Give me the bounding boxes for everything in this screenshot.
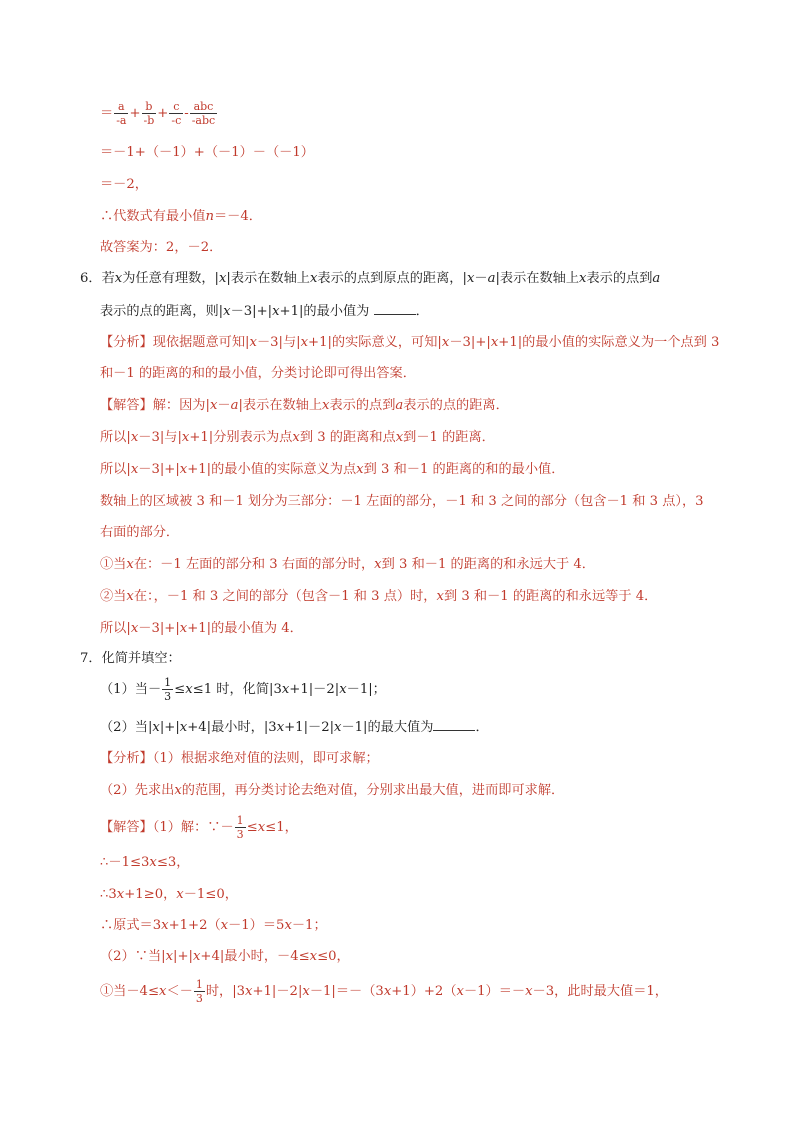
q6-solution-line-5: 右面的部分． <box>100 525 180 540</box>
equation-line-2: ＝－2， <box>100 177 148 192</box>
fraction-one-third: $\frac{1}{3}$ <box>195 978 203 1005</box>
analysis-tag: 【分析】 <box>100 751 153 766</box>
fraction-a: $\frac{a}{-a}$ <box>116 100 127 127</box>
q6-stem-line-2: 表示的点的距离，则|x－3|+|x+1|的最小值为 ． <box>100 300 429 323</box>
equals-sign: ＝ <box>100 106 114 121</box>
analysis-tag: 【分析】 <box>100 335 153 350</box>
solution-tag: 【解答】 <box>100 820 153 835</box>
q6-solution-line-1: 【解答】解：因为|x－a|表示在数轴上x表示的点到a表示的点的距离． <box>100 398 509 413</box>
fraction-one-third: $\frac{1}{3}$ <box>164 676 172 703</box>
q7-solution-line-2: ∴－1≤3x≤3， <box>100 855 190 870</box>
answer-line: 故答案为：2，－2． <box>100 240 223 255</box>
q7-solution-line-1: 【解答】（1）解：∵－ $\frac{1}{3}$ ≤x≤1， <box>100 814 298 841</box>
q7-analysis-line-1: 【分析】（1）根据求绝对值的法则，即可求解； <box>100 751 379 766</box>
q6-solution-case-1: ①当x在：－1 左面的部分和 3 右面的部分时，x到 3 和－1 的距离的和永远大于 4． <box>100 557 595 572</box>
q7-number: 7． <box>80 651 102 666</box>
fraction-one-third: $\frac{1}{3}$ <box>236 814 244 841</box>
equation-line-1: ＝－1+（－1）+（－1）－（－1） <box>100 145 314 160</box>
q7-analysis-line-2: （2）先求出x的范围，再分类讨论去绝对值，分别求出最大值，进而即可求解． <box>100 783 565 798</box>
q6-solution-line-2: 所以|x－3|与|x+1|分别表示为点x到 3 的距离和点x到－1 的距离． <box>100 430 495 445</box>
q6-stem-line-1: 6．若x为任意有理数，|x|表示在数轴上x表示的点到原点的距离，|x－a|表示在数轴上x表示的点到a <box>80 271 661 286</box>
q6-solution-line-4: 数轴上的区域被 3 和－1 划分为三部分：－1 左面的部分，－1 和 3 之间的部分（包含－1 和 3 点），3 <box>100 494 704 509</box>
solution-tag: 【解答】 <box>100 398 153 413</box>
q6-solution-line-3: 所以|x－3|+|x+1|的最小值的实际意义为点x到 3 和－1 的距离的和的最小值． <box>100 462 565 477</box>
q6-analysis-line-2: 和－1 的距离的和的最小值，分类讨论即可得出答案． <box>100 366 416 381</box>
q7-solution-line-3: ∴3x+1≥0，x－1≤0， <box>100 887 238 902</box>
fraction-abc: $\frac{\text{abc}}{\text{-abc}}$ <box>191 100 216 127</box>
q6-number: 6． <box>80 271 102 286</box>
q7-solution-line-5: （2）∵当|x|+|x+4|最小时，－4≤x≤0， <box>100 949 350 964</box>
q6-solution-case-2: ②当x在：，－1 和 3 之间的部分（包含－1 和 3 点）时，x到 3 和－1 的距离的和永远等于 4． <box>100 589 658 604</box>
answer-blank <box>433 716 475 731</box>
q7-part-2: （2）当|x|+|x+4|最小时，|3x+1|－2|x－1|的最大值为 ． <box>100 716 489 739</box>
q6-solution-conclusion: 所以|x－3|+|x+1|的最小值为 4． <box>100 621 303 636</box>
fraction-b: $\frac{b}{-b}$ <box>143 100 155 127</box>
q6-analysis-line-1: 【分析】现依据题意可知|x－3|与|x+1|的实际意义，可知|x－3|+|x+1|的最小值的实际意义为一个点到 3 <box>100 335 720 350</box>
q7-title: 7．化简并填空： <box>80 651 181 666</box>
fraction-c: $\frac{c}{-c}$ <box>171 100 182 127</box>
q7-solution-line-4: ∴原式＝3x+1+2（x－1）＝5x－1； <box>100 918 327 933</box>
answer-blank <box>374 300 416 315</box>
therefore-line: ∴代数式有最小值n＝－4． <box>100 209 262 224</box>
q7-part-1: （1）当－ $\frac{1}{3}$ ≤x≤1 时，化简|3x+1|－2|x－1|； <box>100 676 386 703</box>
q7-solution-case-1: ①当－4≤x＜－ $\frac{1}{3}$ 时，|3x+1|－2|x－1|＝－（3x+1）+2（x－1）＝－x－3，此时最大值＝1， <box>100 978 668 1005</box>
fraction-expression-line: ＝ $\frac{a}{-a}$ + $\frac{b}{-b}$ + $\frac{c}{-c}$ - $\frac{\text{abc}}{\text{-abc}}$ <box>100 100 216 127</box>
